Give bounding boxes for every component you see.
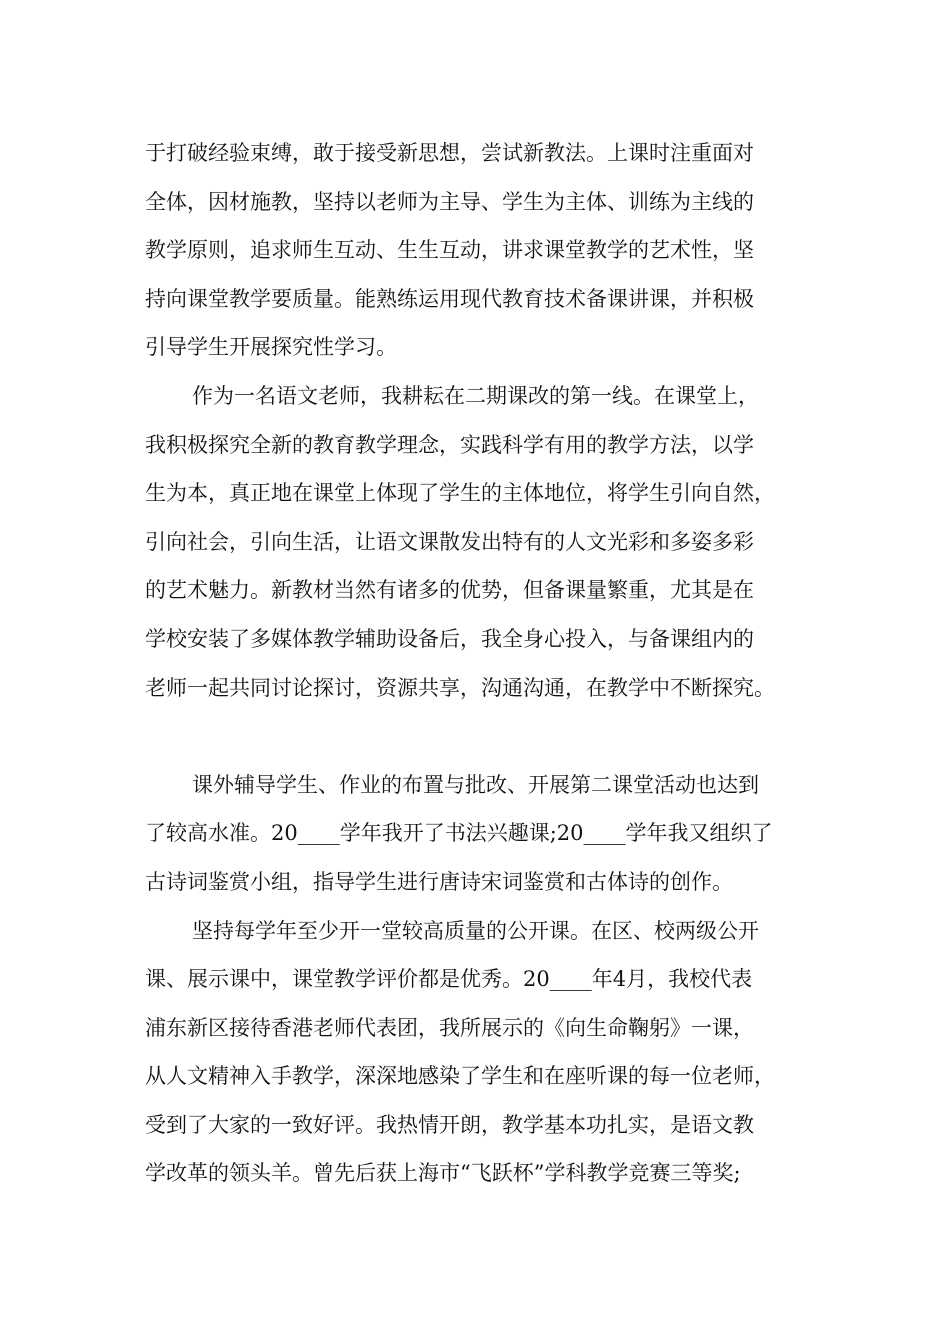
text-line: 老师一起共同讨论探讨，资源共享，沟通沟通，在教学中不断探究。 (145, 675, 775, 700)
text-line: 了较高水准。20____学年我开了书法兴趣课;20____学年我又组织了 (145, 821, 773, 846)
paragraph-p2 (145, 372, 825, 712)
text-line: 坚持每学年至少开一堂较高质量的公开课。在区、校两级公开 (192, 918, 759, 943)
text-line: 课、展示课中，课堂教学评价都是优秀。20____年4月，我校代表 (145, 967, 753, 992)
text-line: 的艺术魅力。新教材当然有诸多的优势，但备课量繁重，尤其是在 (145, 578, 754, 603)
paragraph-p4 (145, 907, 825, 1199)
text-line: 教学原则，追求师生互动、生生互动，讲求课堂教学的艺术性，坚 (145, 238, 754, 263)
text-line: 作为一名语文老师，我耕耘在二期课改的第一线。在课堂上， (192, 383, 759, 408)
text-line: 古诗词鉴赏小组，指导学生进行唐诗宋词鉴赏和古体诗的创作。 (145, 869, 733, 894)
text-line: 于打破经验束缚，敢于接受新思想，尝试新教法。上课时注重面对 (145, 141, 754, 165)
text-line: 我积极探究全新的教育教学理念，实践科学有用的教学方法，以学 (145, 432, 754, 457)
text-line: 引导学生开展探究性学习。 (145, 335, 397, 360)
text-line: 生为本，真正地在课堂上体现了学生的主体地位，将学生引向自然， (145, 481, 775, 506)
text-line: 受到了大家的一致好评。我热情开朗，教学基本功扎实，是语文教 (145, 1112, 754, 1137)
text-line: 全体，因材施教，坚持以老师为主导、学生为主体、训练为主线的 (145, 189, 754, 214)
paragraph-p1 (145, 129, 825, 372)
text-line: 课外辅导学生、作业的布置与批改、开展第二课堂活动也达到 (192, 772, 759, 797)
text-line: 浦东新区接待香港老师代表团，我所展示的《向生命鞠躬》一课， (145, 1015, 754, 1040)
text-line: 学改革的领头羊。曾先后获上海市“飞跃杯”学科教学竞赛三等奖; (145, 1161, 741, 1186)
paragraph-gap (145, 712, 825, 761)
text-line: 持向课堂教学要质量。能熟练运用现代教育技术备课讲课，并积极 (145, 286, 754, 311)
text-line: 引向社会，引向生活，让语文课散发出特有的人文光彩和多姿多彩 (145, 529, 754, 554)
paragraph-p3 (145, 761, 825, 907)
document-body (145, 129, 825, 1198)
text-line: 从人文精神入手教学，深深地感染了学生和在座听课的每一位老师， (145, 1064, 775, 1089)
text-line: 学校安装了多媒体教学辅助设备后，我全身心投入，与备课组内的 (145, 626, 754, 651)
